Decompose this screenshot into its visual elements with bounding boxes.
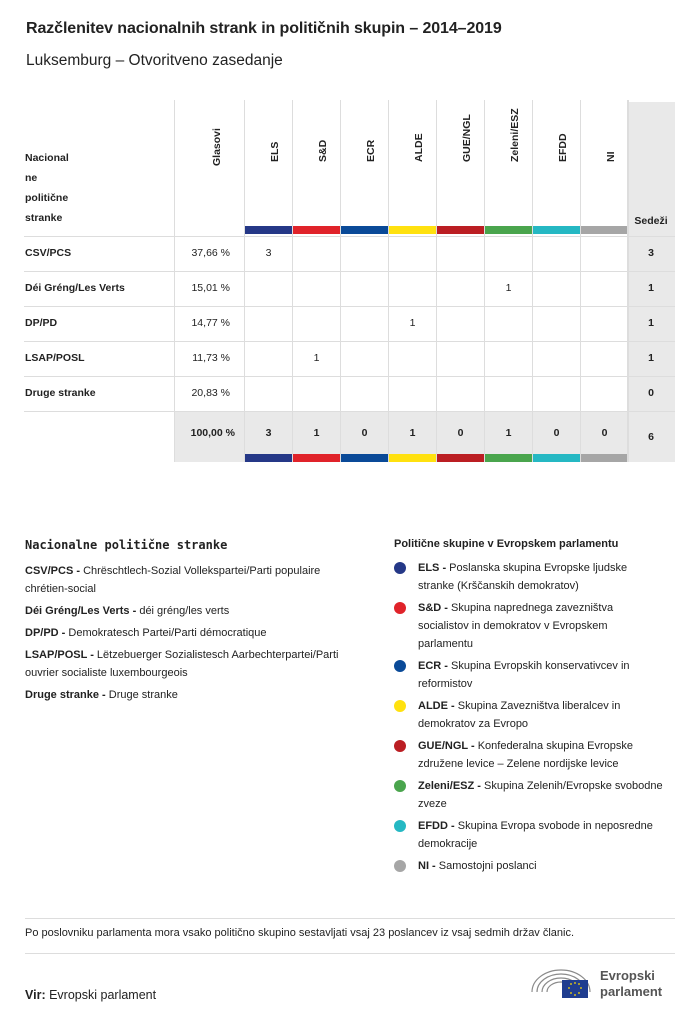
political-group-entry <box>394 737 664 773</box>
group-color-bar <box>293 226 340 234</box>
grid-line <box>24 306 675 307</box>
grid-line <box>627 100 628 462</box>
grid-line <box>24 236 675 237</box>
group-column-header <box>581 102 628 220</box>
group-color-dot <box>394 740 406 752</box>
group-color-bar <box>485 226 532 234</box>
group-total: 1 <box>505 427 512 439</box>
political-group-entry <box>394 599 664 653</box>
group-color-bar <box>293 454 340 462</box>
political-group-entry <box>394 857 664 875</box>
grid-line <box>484 100 485 462</box>
group-color-dot <box>394 820 406 832</box>
group-header-label: S&D <box>316 139 329 162</box>
group-column-header <box>245 102 292 220</box>
group-header-label: GUE/NGL <box>460 114 473 162</box>
party-seats: 3 <box>648 247 654 259</box>
vote-share: 15,01 % <box>191 282 230 294</box>
party-name: CSV/PCS <box>25 247 72 259</box>
group-column-header <box>389 102 436 220</box>
grid-line <box>24 271 675 272</box>
page-title: Razčlenitev nacionalnih strank in političnih skupin – 2014–2019 <box>26 20 502 37</box>
group-header-label: Zeleni/ESZ <box>508 108 521 162</box>
group-color-bar <box>437 226 484 234</box>
group-color-bar <box>245 226 292 234</box>
group-total: 1 <box>409 427 416 439</box>
party-abbreviation: DP/PD - <box>25 627 66 639</box>
divider <box>25 953 675 954</box>
total-seats: 6 <box>648 431 654 443</box>
political-group-entry <box>394 697 664 733</box>
national-party-entry <box>25 602 365 620</box>
political-groups-legend <box>394 538 664 879</box>
grid-line <box>24 341 675 342</box>
party-abbreviation: CSV/PCS - <box>25 565 81 577</box>
votes-column-header: Glasovi <box>211 128 223 166</box>
political-group-entry <box>394 817 664 853</box>
group-total: 1 <box>313 427 320 439</box>
group-abbreviation: NI - <box>418 860 436 872</box>
group-header-label: NI <box>604 151 617 162</box>
group-abbreviation: GUE/NGL - <box>418 740 475 752</box>
group-color-bar <box>581 226 628 234</box>
grid-line <box>532 100 533 462</box>
vote-share: 11,73 % <box>192 352 230 364</box>
source-credit: Vir: Evropski parlament <box>25 988 157 1002</box>
group-color-bar <box>533 454 580 462</box>
party-name: Déi Gréng/Les Verts <box>25 282 125 294</box>
grid-line <box>244 100 245 462</box>
group-header-label: ECR <box>364 139 377 162</box>
group-color-bar <box>437 454 484 462</box>
group-color-bar <box>245 454 292 462</box>
group-full-name: Skupina Zelenih/Evropske svobodne zveze <box>418 780 663 810</box>
grid-line <box>388 100 389 462</box>
party-seats: 1 <box>648 317 654 329</box>
group-abbreviation: ELS - <box>418 562 447 574</box>
grid-line <box>628 100 629 462</box>
group-color-dot <box>394 860 406 872</box>
national-party-entry <box>25 686 365 704</box>
group-full-name: Skupina Evropskih konservativcev in reformistov <box>418 660 630 690</box>
european-parliament-logo <box>528 962 678 1004</box>
party-seats: 0 <box>648 387 654 399</box>
grid-line <box>340 100 341 462</box>
page-subtitle: Luksemburg – Otvoritveno zasedanje <box>26 52 283 69</box>
party-abbreviation: Druge stranke - <box>25 689 106 701</box>
footnote: Po poslovniku parlamenta mora vsako politično skupino sestavljati vsaj 23 poslancev iz vsaj sedmih držav članic. <box>25 927 575 939</box>
party-full-name: Druge stranke <box>105 689 178 701</box>
group-full-name: Poslanska skupina Evropske ljudske stranke (Krščanskih demokratov) <box>418 562 628 592</box>
party-full-name: Demokratesch Partei/Parti démocratique <box>65 627 267 639</box>
party-abbreviation: LSAP/POSL - <box>25 649 94 661</box>
group-column-header <box>341 102 388 220</box>
seat-count-cell: 3 <box>265 247 272 259</box>
seat-count-cell: 1 <box>313 352 320 364</box>
group-full-name: Konfederalna skupina Evropske združene levice – Zelene nordijske levice <box>418 740 634 770</box>
party-name: DP/PD <box>25 317 58 329</box>
group-color-bar <box>341 454 388 462</box>
divider <box>25 918 675 919</box>
group-color-dot <box>394 780 406 792</box>
party-name: Druge stranke <box>25 387 96 399</box>
party-name: LSAP/POSL <box>25 352 85 364</box>
vote-share: 20,83 % <box>191 387 230 399</box>
group-total: 3 <box>265 427 272 439</box>
european-parliament-icon <box>528 962 594 1002</box>
group-column-header <box>533 102 580 220</box>
seat-count-cell: 1 <box>409 317 416 329</box>
political-group-entry <box>394 777 664 813</box>
grid-line <box>292 100 293 462</box>
group-header-label: ALDE <box>412 133 425 162</box>
group-column-header <box>293 102 340 220</box>
political-group-entry <box>394 657 664 693</box>
party-seats: 1 <box>648 282 654 294</box>
national-legend-heading: Nacionalne politične stranke <box>25 538 228 552</box>
group-column-header <box>485 102 532 220</box>
group-full-name: Samostojni poslanci <box>435 860 537 872</box>
group-abbreviation: ECR - <box>418 660 448 672</box>
group-header-label: ELS <box>268 141 281 162</box>
group-header-label: EFDD <box>556 133 569 162</box>
group-color-bar <box>389 226 436 234</box>
total-vote-share: 100,00 % <box>190 427 235 439</box>
party-seats: 1 <box>648 352 654 364</box>
grid-line <box>24 376 675 377</box>
group-color-bar <box>485 454 532 462</box>
vote-share: 37,66 % <box>191 247 230 259</box>
group-abbreviation: EFDD - <box>418 820 455 832</box>
political-group-entry <box>394 559 664 595</box>
group-column-header <box>437 102 484 220</box>
group-full-name: Skupina naprednega zavezništva socialistov in demokratov v Evropskem parlamentu <box>418 602 614 650</box>
grid-line <box>436 100 437 462</box>
group-color-dot <box>394 700 406 712</box>
party-column-header: Nacional ne politične stranke <box>25 152 69 224</box>
logo-text: Evropski parlament <box>600 968 663 999</box>
group-abbreviation: Zeleni/ESZ - <box>418 780 481 792</box>
national-party-entry <box>25 646 365 682</box>
results-table <box>24 100 675 462</box>
group-color-bar <box>581 454 628 462</box>
group-color-bar <box>341 226 388 234</box>
national-parties-legend <box>25 538 365 708</box>
group-total: 0 <box>553 427 560 439</box>
group-full-name: Skupina Zavezništva liberalcev in demokratov za Evropo <box>418 700 621 730</box>
seat-count-cell: 1 <box>505 282 512 294</box>
group-total: 0 <box>601 427 608 439</box>
group-color-dot <box>394 660 406 672</box>
group-abbreviation: ALDE - <box>418 700 455 712</box>
group-full-name: Skupina Evropa svobode in neposredne demokracije <box>418 820 653 850</box>
party-full-name: Chrëschtlech-Sozial Vollekspartei/Parti populaire chrétien-social <box>25 565 321 595</box>
national-party-entry <box>25 624 365 642</box>
national-party-entry <box>25 562 365 598</box>
group-color-dot <box>394 602 406 614</box>
group-abbreviation: S&D - <box>418 602 448 614</box>
seats-column-header: Sedeži <box>634 215 668 227</box>
grid-line <box>24 411 675 412</box>
group-total: 0 <box>361 427 368 439</box>
party-full-name: Lëtzebuerger Sozialistesch Aarbechterpartei/Parti ouvrier socialiste luxembourgeois <box>25 649 339 679</box>
group-color-dot <box>394 562 406 574</box>
grid-line <box>580 100 581 462</box>
vote-share: 14,77 % <box>191 317 230 329</box>
groups-legend-heading: Politične skupine v Evropskem parlamentu <box>394 538 619 550</box>
group-color-bar <box>389 454 436 462</box>
group-color-bar <box>533 226 580 234</box>
group-total: 0 <box>457 427 464 439</box>
grid-line <box>174 100 175 462</box>
party-abbreviation: Déi Gréng/Les Verts - <box>25 605 137 617</box>
party-full-name: déi gréng/les verts <box>136 605 230 617</box>
